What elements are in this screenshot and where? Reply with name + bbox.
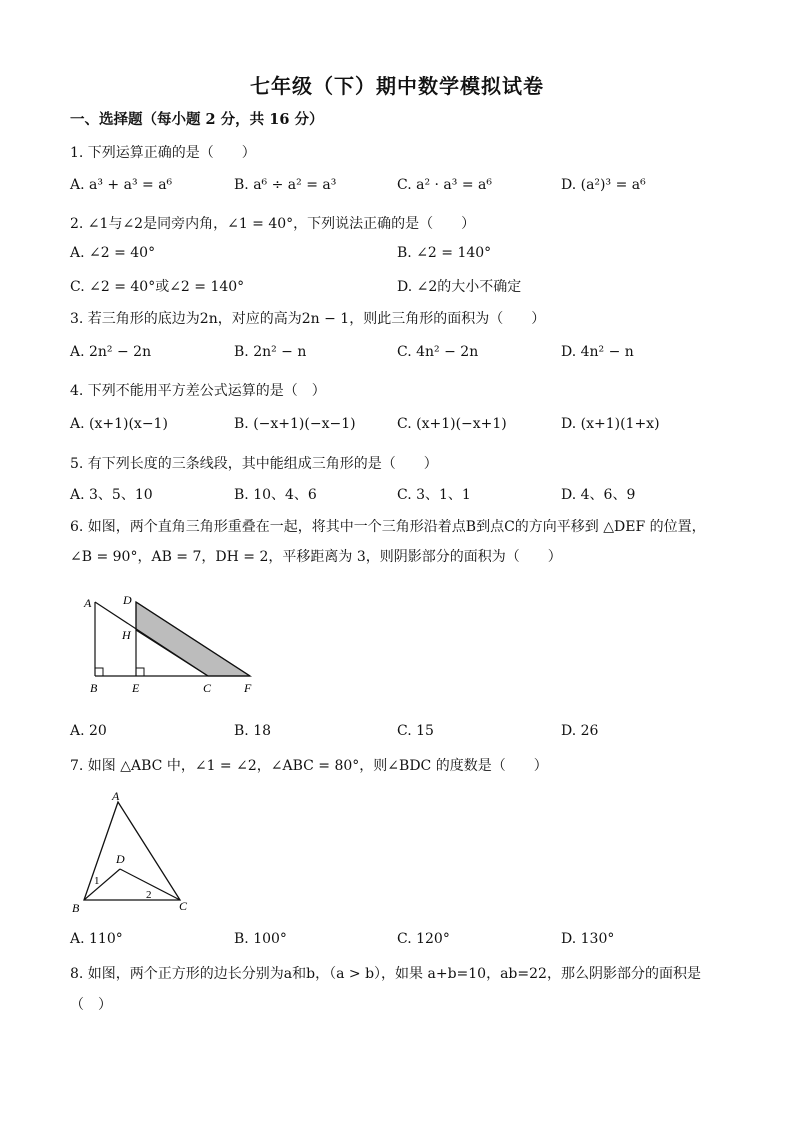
option-c: C. ∠2 = 40°或∠2 = 140° <box>70 279 245 295</box>
option-a: A. 2n² − 2n <box>70 344 152 360</box>
option-d: D. (x+1)(1+x) <box>561 416 660 432</box>
question-5-options <box>70 484 730 506</box>
question-6-options <box>70 723 730 745</box>
question-6-stem-line2: ∠B = 90°，AB = 7，DH = 2，平移距离为 3，则阴影部分的面积为（ ） <box>70 549 562 565</box>
label-c: C <box>203 681 212 695</box>
label-a: A <box>84 596 92 610</box>
label-angle-1: 1 <box>94 875 100 887</box>
question-4-stem: 4. 下列不能用平方差公式运算的是（ ） <box>70 383 326 399</box>
option-b: B. (−x+1)(−x−1) <box>234 416 356 432</box>
question-7-options <box>70 931 730 953</box>
question-2-options-row2 <box>70 276 730 298</box>
question-1-stem: 1. 下列运算正确的是（ ） <box>70 145 256 161</box>
option-a: A. 110° <box>70 931 123 947</box>
option-d: D. 4n² − n <box>561 344 634 360</box>
label-h: H <box>122 628 131 642</box>
option-d: D. 26 <box>561 723 599 739</box>
label-c: C <box>179 899 188 913</box>
question-8-stem: 8. 如图，两个正方形的边长分别为a和b，（a > b），如果 a+b=10，ab=22，那么阴影部分的面积是 <box>70 966 701 982</box>
question-2-options-row1 <box>70 245 730 267</box>
question-4-options <box>70 416 730 438</box>
option-a: A. 20 <box>70 723 107 739</box>
question-3-stem: 3. 若三角形的底边为2n，对应的高为2n − 1，则此三角形的面积为（ ） <box>70 311 546 327</box>
label-d: D <box>116 852 125 866</box>
option-d: D. ∠2的大小不确定 <box>397 279 522 295</box>
option-c: C. 120° <box>397 931 450 947</box>
right-angle-mark-e <box>136 668 144 676</box>
option-c: C. 3、1、1 <box>397 487 471 503</box>
page-title: 七年级（下）期中数学模拟试卷 <box>250 74 544 98</box>
question-7-stem: 7. 如图 △ABC 中，∠1 = ∠2，∠ABC = 80°，则∠BDC 的度数是（ ） <box>70 758 548 774</box>
label-angle-2: 2 <box>146 889 152 901</box>
option-a: A. 3、5、10 <box>70 487 153 503</box>
figure-translated-right-triangles <box>80 590 270 700</box>
option-b: B. ∠2 = 140° <box>397 245 492 261</box>
option-c: C. 15 <box>397 723 434 739</box>
label-d: D <box>123 593 132 607</box>
question-6-stem: 6. 如图，两个直角三角形重叠在一起，将其中一个三角形沿着点B到点C的方向平移到 △DEF 的位置， <box>70 519 706 535</box>
question-3-options <box>70 344 730 366</box>
option-d: D. 130° <box>561 931 615 947</box>
section-heading: 一、选择题（每小题 2 分，共 16 分） <box>70 111 324 128</box>
label-b: B <box>90 681 98 695</box>
option-b: B. 100° <box>234 931 287 947</box>
option-a: A. (x+1)(x−1) <box>70 416 168 432</box>
option-a: A. a³ + a³ = a⁶ <box>70 177 173 193</box>
option-b: B. 10、4、6 <box>234 487 317 503</box>
option-c: C. a² · a³ = a⁶ <box>397 177 492 193</box>
question-1-options <box>70 177 730 199</box>
option-b: B. a⁶ ÷ a² = a³ <box>234 177 337 193</box>
option-c: C. (x+1)(−x+1) <box>397 416 507 432</box>
question-2-stem: 2. ∠1与∠2是同旁内角，∠1 = 40°，下列说法正确的是（ ） <box>70 216 476 232</box>
label-a: A <box>112 789 120 803</box>
option-b: B. 18 <box>234 723 272 739</box>
option-c: C. 4n² − 2n <box>397 344 479 360</box>
label-f: F <box>244 681 252 695</box>
figure-triangle-abc <box>68 786 198 916</box>
option-d: D. 4、6、9 <box>561 487 636 503</box>
option-d: D. (a²)³ = a⁶ <box>561 177 646 193</box>
question-5-stem: 5. 有下列长度的三条线段，其中能组成三角形的是（ ） <box>70 456 438 472</box>
label-e: E <box>132 681 140 695</box>
right-angle-mark-b <box>95 668 103 676</box>
option-a: A. ∠2 = 40° <box>70 245 156 261</box>
question-8-stem-line2: （ ） <box>70 997 112 1013</box>
option-b: B. 2n² − n <box>234 344 307 360</box>
label-b: B <box>72 901 80 915</box>
